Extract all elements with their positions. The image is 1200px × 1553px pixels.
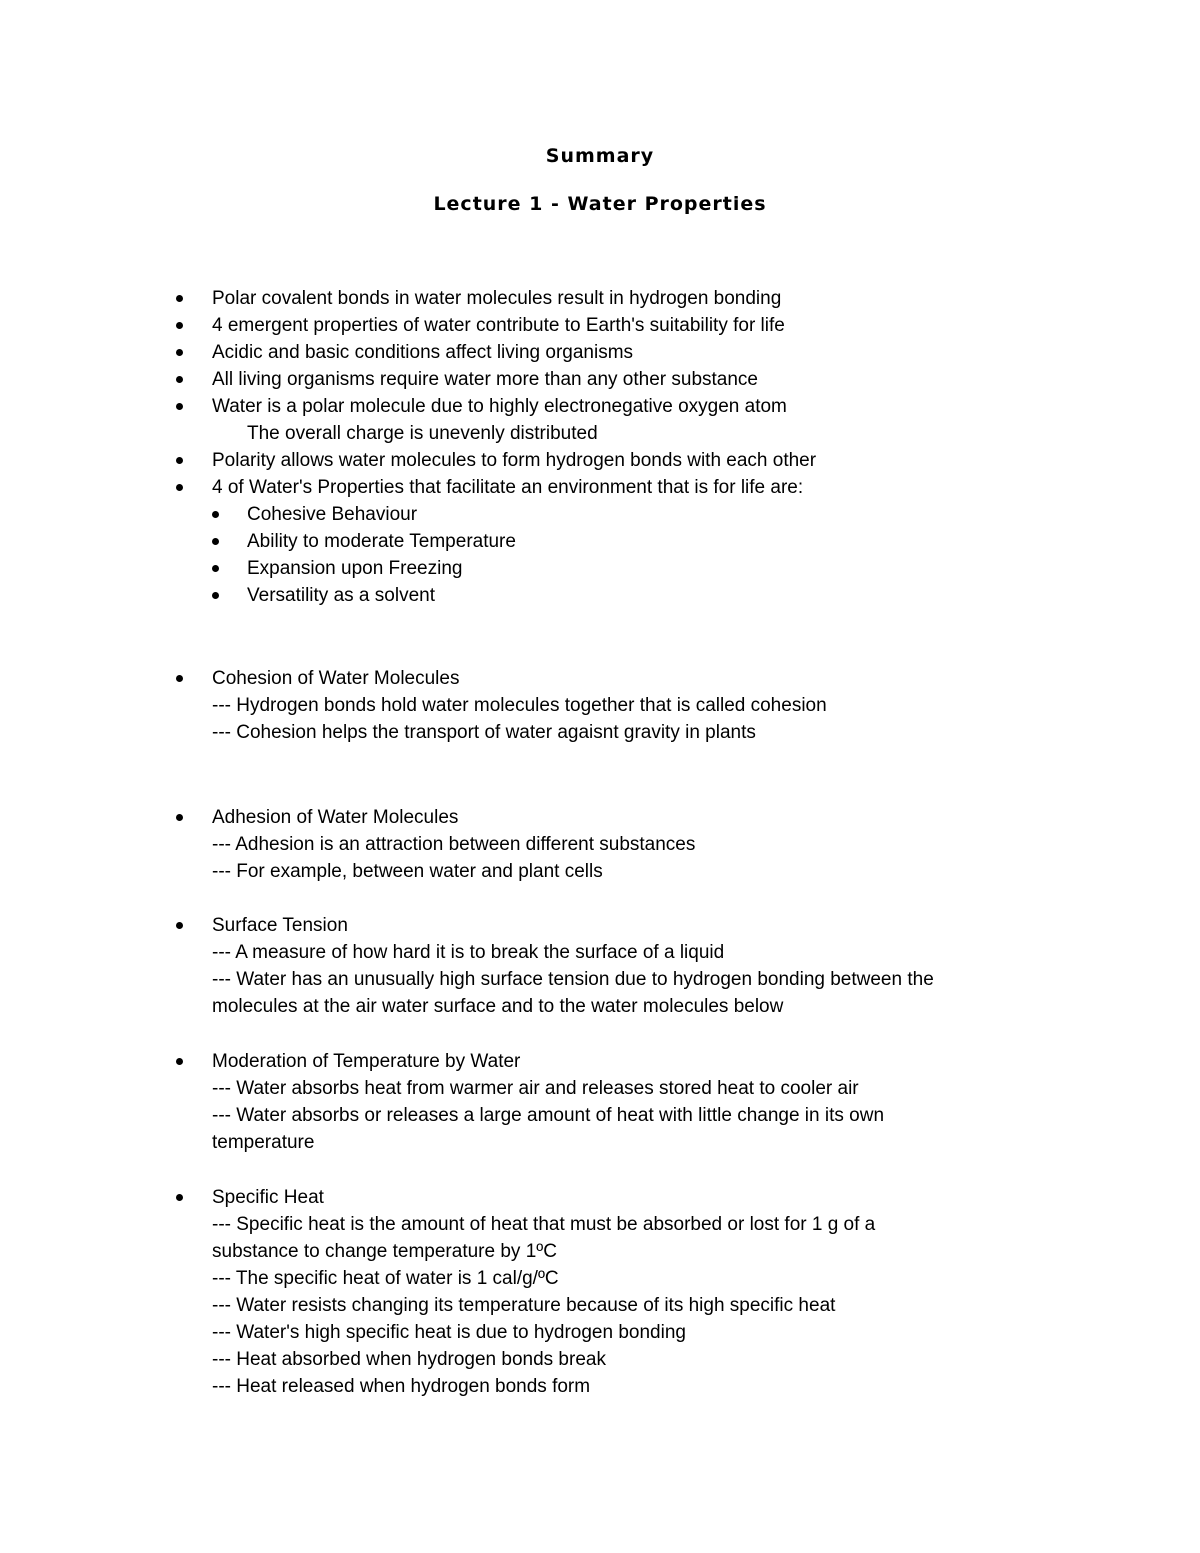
- intro-bullet-2: 4 emergent properties of water contribute to Earth's suitability for life: [212, 315, 785, 336]
- property-item: Cohesive Behaviour: [247, 504, 418, 525]
- intro-bullet-3: Acidic and basic conditions affect living organisms: [212, 342, 634, 363]
- bullet-icon: [176, 484, 183, 491]
- section-heading-surface-tension: Surface Tension: [212, 915, 348, 936]
- bullet-icon: [176, 403, 183, 410]
- bullet-icon: [176, 349, 183, 356]
- intro-bullet-7: 4 of Water's Properties that facilitate an environment that is for life are:: [212, 477, 804, 498]
- intro-bullet-1: Polar covalent bonds in water molecules result in hydrogen bonding: [212, 288, 782, 309]
- section-line: --- Specific heat is the amount of heat that must be absorbed or lost for 1 g of a: [212, 1214, 876, 1235]
- intro-bullet-5: Water is a polar molecule due to highly electronegative oxygen atom: [212, 396, 787, 417]
- intro-bullet-4: All living organisms require water more than any other substance: [212, 369, 758, 390]
- bullet-icon: [176, 814, 183, 821]
- bullet-icon: [176, 1194, 183, 1201]
- property-item: Versatility as a solvent: [247, 585, 435, 606]
- bullet-icon: [176, 675, 183, 682]
- section-line: --- Cohesion helps the transport of water agaisnt gravity in plants: [212, 722, 756, 743]
- section-line: --- Heat absorbed when hydrogen bonds break: [212, 1349, 606, 1370]
- property-item: Ability to moderate Temperature: [247, 531, 516, 552]
- intro-note: The overall charge is unevenly distributed: [247, 423, 598, 444]
- section-line: substance to change temperature by 1ºC: [212, 1241, 557, 1262]
- sub-bullet-icon: [212, 538, 219, 545]
- section-line: --- Water absorbs or releases a large amount of heat with little change in its own: [212, 1105, 885, 1126]
- lecture-heading: Lecture 1 - Water Properties: [433, 193, 767, 215]
- property-item: Expansion upon Freezing: [247, 558, 463, 579]
- section-line: --- Hydrogen bonds hold water molecules together that is called cohesion: [212, 695, 827, 716]
- bullet-icon: [176, 457, 183, 464]
- bullet-icon: [176, 376, 183, 383]
- bullet-icon: [176, 295, 183, 302]
- section-line: --- Adhesion is an attraction between different substances: [212, 834, 696, 855]
- intro-bullet-6: Polarity allows water molecules to form hydrogen bonds with each other: [212, 450, 817, 471]
- section-heading-specific-heat: Specific Heat: [212, 1187, 324, 1208]
- section-heading-adhesion: Adhesion of Water Molecules: [212, 807, 459, 828]
- section-line: --- Water's high specific heat is due to hydrogen bonding: [212, 1322, 686, 1343]
- document-title: Summary: [545, 145, 655, 167]
- sub-bullet-icon: [212, 511, 219, 518]
- section-line: --- Water has an unusually high surface tension due to hydrogen bonding between the: [212, 969, 934, 990]
- section-line: --- Heat released when hydrogen bonds form: [212, 1376, 591, 1397]
- section-line: --- A measure of how hard it is to break the surface of a liquid: [212, 942, 725, 963]
- section-line: temperature: [212, 1132, 315, 1153]
- bullet-icon: [176, 1058, 183, 1065]
- section-heading-cohesion: Cohesion of Water Molecules: [212, 668, 460, 689]
- bullet-icon: [176, 922, 183, 929]
- sub-bullet-icon: [212, 565, 219, 572]
- section-line: --- Water resists changing its temperature because of its high specific heat: [212, 1295, 836, 1316]
- section-heading-moderation: Moderation of Temperature by Water: [212, 1051, 521, 1072]
- sub-bullet-icon: [212, 592, 219, 599]
- section-line: --- For example, between water and plant cells: [212, 861, 603, 882]
- section-line: --- The specific heat of water is 1 cal/g/ºC: [212, 1268, 559, 1289]
- bullet-icon: [176, 322, 183, 329]
- section-line: molecules at the air water surface and to the water molecules below: [212, 996, 784, 1017]
- section-line: --- Water absorbs heat from warmer air and releases stored heat to cooler air: [212, 1078, 859, 1099]
